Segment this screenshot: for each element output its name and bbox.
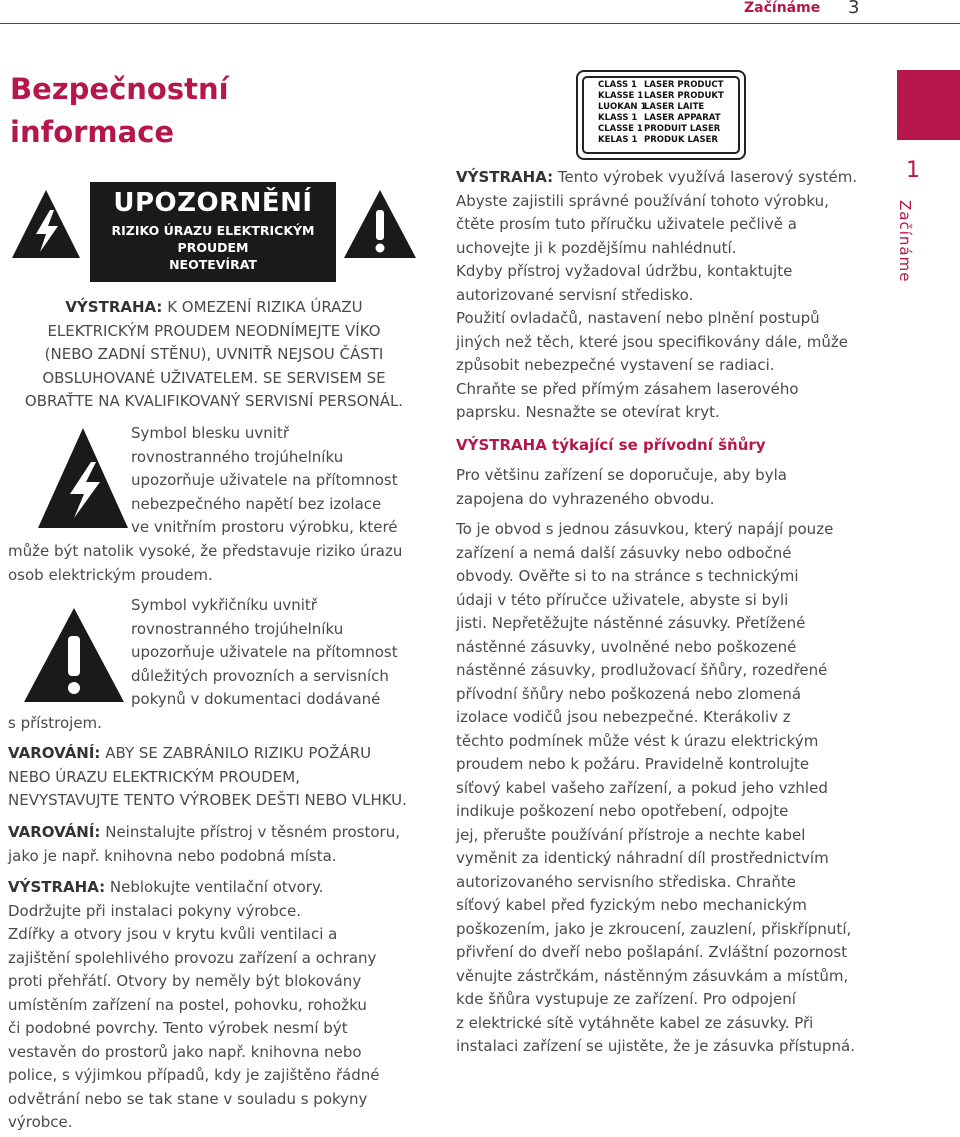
caution2-line: proti přehřátí. Otvory by neměly být blokovány [8,972,362,990]
laser-label-row: CLASS 1 LASER PRODUCT [598,80,724,90]
exclam-line: důležitých provozních a servisních [131,666,389,685]
lightning-line: Symbol blesku uvnitř [131,424,289,442]
laser-label-row: KLASSE 1LASER PRODUKT [598,91,724,101]
caution2-line: zajištění spolehlivého provozu zařízení a ochrany [8,948,377,967]
warning2-line: jako je např. knihovna nebo podobná místa. [8,846,337,865]
cord-body-line: poškozením, jako je zkroucení, zauzlení, přiskřípnutí, [456,919,852,938]
laser-caution-line: Tento výrobek využívá laserový systém. [557,168,858,186]
warning1-line: ABY SE ZABRÁNILO RIZIKU POŽÁRU [105,744,372,762]
page-title-line2: informace [10,115,175,149]
warning1-line: NEBO ÚRAZU ELEKTRICKÝM PROUDEM, [8,767,301,786]
laser-label-row: KELAS 1 PRODUK LASER [598,135,718,145]
cord-body-line: nástěnné zásuvky, prodlužovací šňůry, rozedřené [456,661,828,679]
caution2-line: vestavěn do prostorů jako např. knihovna nebo [8,1042,362,1061]
caution-line: ELEKTRICKÝM PROUDEM NEODNÍMEJTE VÍKO [47,321,381,340]
cord-body-line: jisti. Nepřetěžujte nástěnné zásuvky. Přetížené [456,614,806,632]
warning-install-paragraph [8,821,420,868]
power-cord-heading: VÝSTRAHA týkající se přívodní šňůry [456,436,766,454]
lightning-warning-icon [10,188,82,260]
cord-body-line: instalaci zařízení se ujistěte, že je zásuvka přístupná. [456,1037,856,1055]
laser-caution-line: Použití ovladačů, nastavení nebo plnění postupů [456,309,820,327]
warning1-label: VAROVÁNÍ: [8,744,101,762]
laser-caution-line: jiných než těch, které jsou specifikovány dále, může [456,332,848,351]
cord-body-line: obvody. Ověřte si to na stránce s technickými [456,567,799,585]
cord-body-line: síťový kabel před fyzickým nebo mechanickým [456,896,807,914]
lightning-line: rovnostranného trojúhelníku [131,447,344,466]
lightning-symbol-icon [36,426,130,530]
cord-body-line: věnujte zástrčkám, nástěnným zásuvkám a místům, [456,966,849,985]
header-section-name: Začínáme [744,0,821,16]
caution2-line: police, s výjimkou případů, kdy je zajištěno řádné [8,1066,380,1084]
caution-line: OBRAŤTE NA KVALIFIKOVANÝ SERVISNÍ PERSONÁL. [24,392,404,410]
lightning-line: ve vnitřním prostoru výrobku, které [131,518,398,536]
caution2-line: odvětrání nebo se tak stane v souladu s pokyny [8,1089,368,1108]
cord-body-line: proudem nebo k požáru. Pravidelně kontrolujte [456,755,810,773]
laser-label-row: CLASSE 1PRODUIT LASER [598,124,721,134]
exclamation-symbol-icon [22,606,126,704]
side-tab-label: Začínáme [896,200,914,283]
lightning-description [131,422,431,540]
exclamation-description [131,594,431,712]
power-cord-body [456,518,876,1059]
caution-box [90,182,336,282]
cord-intro-line: zapojena do vyhrazeného obvodu. [456,489,715,508]
caution2-line: umístěním zařízení na postel, pohovku, rohožku [8,995,367,1014]
warning2-line: Neinstalujte přístroj v těsném prostoru, [105,823,400,841]
side-tab-number: 1 [906,158,920,183]
laser-caution-line: paprsku. Nesnažte se otevírat kryt. [456,403,720,421]
page-number: 3 [848,0,860,18]
caution-box-line: RIZIKO ÚRAZU ELEKTRICKÝM [111,223,315,238]
cord-body-line: údaji v této příručce uživatele, abyste si byli [456,590,789,609]
cord-body-line: zařízení a nemá další zásuvky nebo odbočné [456,543,792,562]
caution-paragraph [8,296,420,414]
caution-box-subtitle [90,222,336,273]
power-cord-intro [456,464,876,511]
warning-fire-paragraph [8,742,420,813]
cord-body-line: vyměnit za identický náhradní díl prostřednictvím [456,849,829,867]
laser-caution-label: VÝSTRAHA: [456,168,554,186]
cord-body-line: těchto podmínek může vést k úrazu elektrickým [456,731,819,750]
caution-text: K OMEZENÍ RIZIKA ÚRAZU [167,298,363,316]
laser-caution-line: uchovejte ji k pozdějšímu nahlédnutí. [456,238,737,257]
laser-label-row: KLASS 1 LASER APPARAT [598,113,721,123]
cord-body-line: indikuje poškození nebo opotřebení, odpojte [456,802,789,820]
caution2-label: VÝSTRAHA: [8,878,106,896]
cord-body-line: autorizovaného servisního střediska. Chraňte [456,872,796,891]
caution-line: OBSLUHOVANÉ UŽIVATELEM. SE SERVISEM SE [42,368,386,387]
lightning-line: nebezpečného napětí bez izolace [131,494,382,513]
caution-box-title: UPOZORNĚNÍ [113,188,313,218]
caution2-line: výrobce. [8,1113,73,1131]
warning2-label: VAROVÁNÍ: [8,823,101,841]
lightning-tail-line: může být natolik vysoké, že představuje riziko úrazu [8,542,403,560]
laser-caution-paragraph [456,166,876,425]
exclamation-warning-icon [342,188,418,260]
caution2-line: Dodržujte při instalaci pokyny výrobce. [8,901,301,920]
exclam-line: Symbol vykřičníku uvnitř [131,596,317,614]
laser-label-row: LUOKAN 1LASER LAITE [598,102,705,112]
caution-line: (NEBO ZADNÍ STĚNU), UVNITŘ NEJSOU ČÁSTI [44,345,384,363]
cord-body-line: kde šňůra vystupuje ze zařízení. Pro odpojení [456,990,796,1008]
laser-class-label [576,70,746,160]
exclamation-tail [8,712,420,736]
cord-body-line: z elektrické sítě vytáhněte kabel ze zásuvky. Při [456,1013,814,1032]
laser-label-table [598,80,724,146]
exclam-line: upozorňuje uživatele na přítomnost [131,643,398,661]
caution-label: VÝSTRAHA: [65,298,163,316]
caution-box-line: PROUDEM [177,240,249,255]
cord-body-line: přivření do dveří nebo pošlapání. Zvláštní pozornost [456,943,848,961]
laser-caution-line: Abyste zajistili správné používání tohoto výrobku, [456,191,829,210]
warning1-line: NEVYSTAVUJTE TENTO VÝROBEK DEŠTI NEBO VLHKU. [8,791,407,809]
cord-body-line: To je obvod s jednou zásuvkou, který napájí pouze [456,520,834,538]
cord-body-line: izolace vodičů jsou nebezpečné. Kterákoliv z [456,708,791,726]
cord-body-line: síťový kabel vašeho zařízení, a pokud jeho vzhled [456,778,828,797]
laser-caution-line: čtěte prosím tuto příručku uživatele pečlivě a [456,215,797,233]
page-title [10,68,310,154]
laser-caution-line: Chraňte se před přímým zásahem laserového [456,379,799,398]
exclam-line: rovnostranného trojúhelníku [131,619,344,638]
laser-caution-line: způsobit nebezpečné vystavení se radiaci. [456,356,775,374]
caution-ventilation-paragraph [8,876,420,1135]
laser-caution-line: autorizované servisní středisko. [456,285,694,304]
lightning-description-tail [8,540,420,587]
exclam-line: pokynů v dokumentaci dodávané [131,690,381,708]
exclam-tail-line: s přístrojem. [8,714,102,732]
side-tab-marker [897,70,960,140]
lightning-line: upozorňuje uživatele na přítomnost [131,471,398,489]
page-header [0,0,960,24]
cord-body-line: nástěnné zásuvky, uvolněné nebo poškozené [456,637,797,656]
laser-caution-line: Kdyby přístroj vyžadoval údržbu, kontaktujte [456,262,793,280]
cord-body-line: jej, přerušte používání přístroje a nechte kabel [456,825,806,844]
cord-intro-line: Pro většinu zařízení se doporučuje, aby byla [456,466,787,484]
lightning-tail-line: osob elektrickým proudem. [8,565,213,584]
caution2-line: Zdířky a otvory jsou v krytu kvůli ventilaci a [8,925,338,943]
header-rule [0,23,960,24]
page-title-line1: Bezpečnostní [10,72,229,106]
cord-body-line: přívodní šňůry nebo poškozená nebo zlomená [456,684,802,703]
caution2-line: Neblokujte ventilační otvory. [109,878,324,896]
caution-box-line: NEOTEVÍRAT [169,257,257,272]
caution2-line: či podobné povrchy. Tento výrobek nesmí být [8,1019,348,1037]
